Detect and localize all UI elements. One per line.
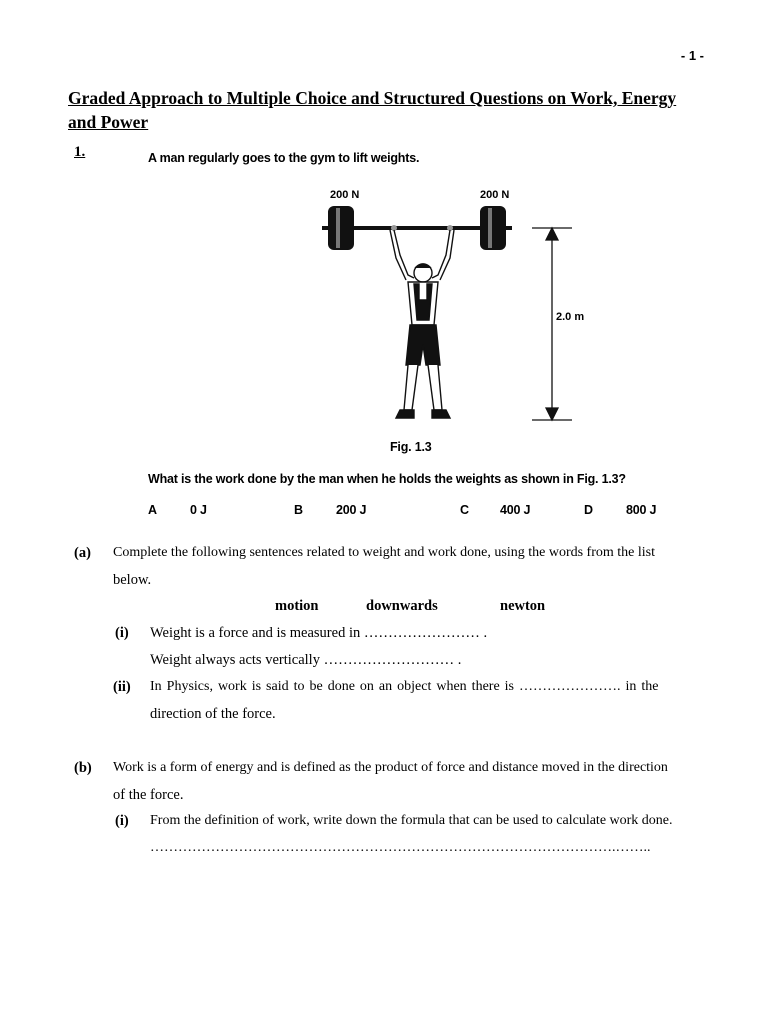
option-d-text: 800 J bbox=[626, 503, 657, 517]
part-a-i-label: (i) bbox=[115, 625, 129, 641]
option-a-letter: A bbox=[148, 503, 157, 517]
option-a-text: 0 J bbox=[190, 503, 207, 517]
barbell bbox=[322, 206, 512, 250]
answer-line[interactable]: ……………………………………………………………………………………….…….. bbox=[150, 840, 651, 855]
word-option-newton: newton bbox=[500, 598, 546, 614]
weightlifter-figure bbox=[300, 180, 600, 450]
part-a-label: (a) bbox=[74, 545, 91, 561]
page-number: - 1 - bbox=[680, 48, 704, 63]
weightlifter-illustration bbox=[300, 180, 600, 450]
part-a-i-line1: Weight is a force and is measured in …………………… . bbox=[150, 625, 488, 641]
part-a-text-line1: Complete the following sentences related to weight and work done, using the words from the list bbox=[113, 545, 655, 560]
option-b-text: 200 J bbox=[336, 503, 367, 517]
word-option-motion: motion bbox=[275, 598, 319, 614]
option-c-text: 400 J bbox=[500, 503, 531, 517]
part-b-text-line1: Work is a form of energy and is defined as the product of force and distance moved in the direction bbox=[113, 760, 668, 775]
option-d-letter: D bbox=[584, 503, 593, 517]
mcq-stem: A man regularly goes to the gym to lift weights. bbox=[148, 151, 420, 165]
part-a-ii-line2: direction of the force. bbox=[150, 706, 276, 722]
part-a-ii-label: (ii) bbox=[113, 679, 131, 695]
part-a-text-line2: below. bbox=[113, 572, 152, 588]
figure-caption: Fig. 1.3 bbox=[390, 440, 432, 454]
part-a-ii-line1: In Physics, work is said to be done on an object when there is …………………. in the bbox=[150, 679, 659, 694]
page-title: Graded Approach to Multiple Choice and Structured Questions on Work, Energy and Power bbox=[68, 88, 677, 132]
part-b-text-line2: of the force. bbox=[113, 787, 184, 803]
man-figure bbox=[390, 230, 454, 418]
word-option-downwards: downwards bbox=[366, 598, 438, 614]
part-b-i-label: (i) bbox=[115, 813, 129, 829]
part-b-label: (b) bbox=[74, 760, 92, 776]
option-c-letter: C bbox=[460, 503, 469, 517]
mcq-question: What is the work done by the man when he holds the weights as shown in Fig. 1.3? bbox=[148, 472, 626, 486]
left-weight-label: 200 N bbox=[330, 189, 360, 201]
height-dimension-arrow bbox=[532, 228, 572, 420]
right-weight-label: 200 N bbox=[480, 189, 510, 201]
option-b-letter: B bbox=[294, 503, 303, 517]
part-a-i-line2: Weight always acts vertically ……………………… . bbox=[150, 652, 462, 668]
part-b-i-line1: From the definition of work, write down the formula that can be used to calculate work done. bbox=[150, 813, 673, 828]
question-number: 1. bbox=[74, 144, 86, 160]
height-label: 2.0 m bbox=[556, 311, 585, 323]
